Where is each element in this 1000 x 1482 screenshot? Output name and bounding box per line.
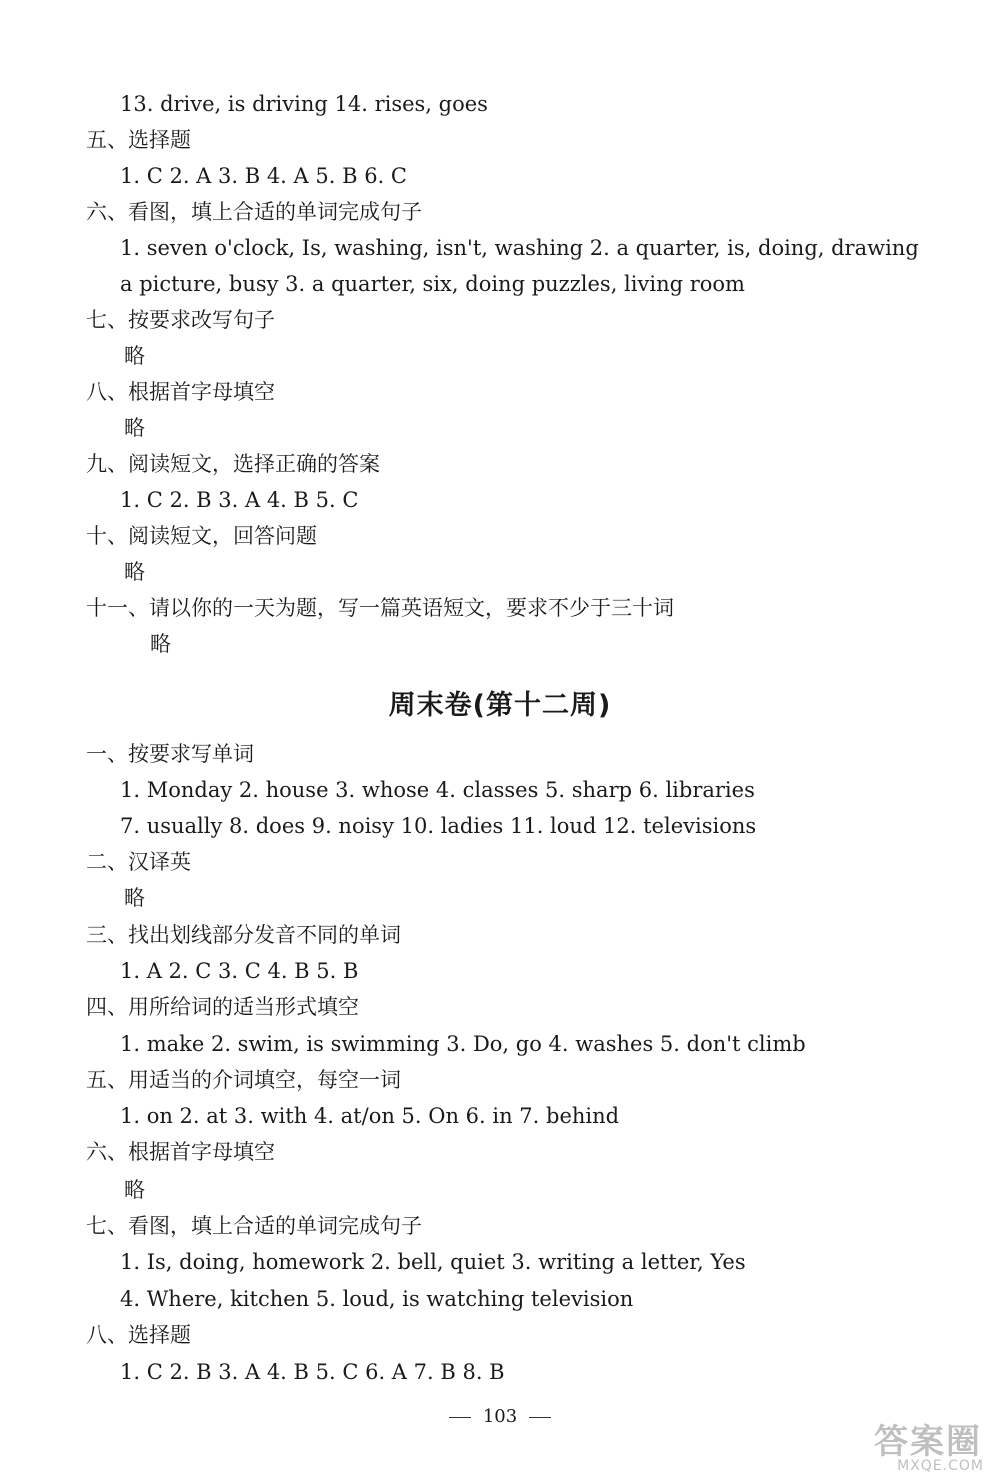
answer-line: 1. make 2. swim, is swimming 3. Do, go 4. washes 5. don't climb (120, 1032, 806, 1056)
section-heading: 五、选择题 (86, 128, 191, 152)
section-heading: 六、根据首字母填空 (86, 1140, 275, 1164)
section-heading: 八、选择题 (86, 1323, 191, 1347)
section-heading: 十一、请以你的一天为题，写一篇英语短文，要求不少于三十词 (86, 596, 674, 620)
dash-right (529, 1417, 551, 1418)
section-heading: 五、用适当的介词填空，每空一词 (86, 1068, 401, 1092)
watermark (850, 1414, 990, 1474)
section-heading: 九、阅读短文，选择正确的答案 (86, 452, 380, 476)
section-heading: 四、用所给词的适当形式填空 (86, 995, 359, 1019)
answer-line: 1. C 2. A 3. B 4. A 5. B 6. C (120, 164, 407, 188)
section-heading: 六、看图，填上合适的单词完成句子 (86, 200, 422, 224)
section-heading: 八、根据首字母填空 (86, 380, 275, 404)
page-number: 103 (482, 1406, 518, 1427)
omitted-mark: 略 (124, 560, 145, 584)
answer-line: 13. drive, is driving 14. rises, goes (120, 92, 488, 116)
omitted-mark: 略 (124, 416, 145, 440)
answer-line: 4. Where, kitchen 5. loud, is watching television (120, 1287, 634, 1311)
section-heading: 三、找出划线部分发音不同的单词 (86, 923, 401, 947)
section-heading: 二、汉译英 (86, 850, 191, 874)
omitted-mark: 略 (150, 632, 171, 656)
answer-line: 1. C 2. B 3. A 4. B 5. C (120, 488, 359, 512)
answer-line: 7. usually 8. does 9. noisy 10. ladies 11. loud 12. televisions (120, 814, 757, 838)
section-heading: 十、阅读短文，回答问题 (86, 524, 317, 548)
section-heading: 一、按要求写单词 (86, 742, 254, 766)
answer-line: 1. on 2. at 3. with 4. at/on 5. On 6. in 7. behind (120, 1104, 620, 1128)
watermark-logo: 答案圈 (874, 1422, 982, 1462)
omitted-mark: 略 (124, 886, 145, 910)
answer-line: 1. C 2. B 3. A 4. B 5. C 6. A 7. B 8. B (120, 1360, 505, 1384)
answer-line: 1. Monday 2. house 3. whose 4. classes 5. sharp 6. libraries (120, 778, 755, 802)
answer-line: 1. A 2. C 3. C 4. B 5. B (120, 959, 359, 983)
section-heading: 七、按要求改写句子 (86, 308, 275, 332)
section-title: 周末卷(第十二周) (388, 690, 612, 721)
answer-line: 1. seven o'clock, Is, washing, isn't, washing 2. a quarter, is, doing, drawing (120, 236, 919, 260)
section-heading: 七、看图，填上合适的单词完成句子 (86, 1214, 422, 1238)
omitted-mark: 略 (124, 1178, 145, 1202)
watermark-site: MXQE.COM (897, 1458, 984, 1474)
dash-left (449, 1417, 471, 1418)
answer-line: a picture, busy 3. a quarter, six, doing puzzles, living room (120, 272, 745, 296)
answer-line: 1. Is, doing, homework 2. bell, quiet 3. writing a letter, Yes (120, 1250, 746, 1274)
omitted-mark: 略 (124, 344, 145, 368)
